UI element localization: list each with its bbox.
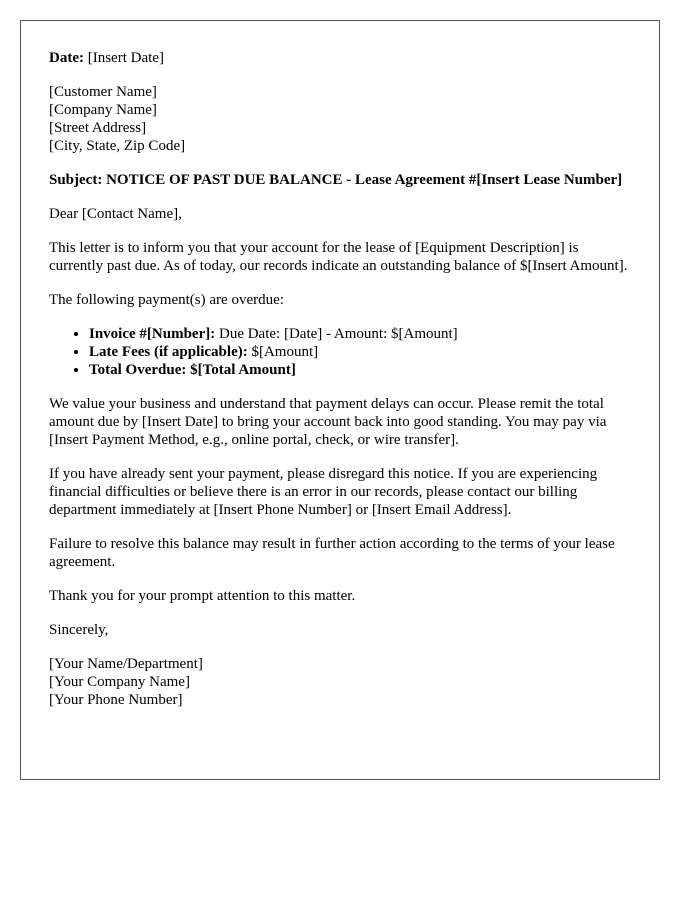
disregard-paragraph: If you have already sent your payment, please disregard this notice. If you are experiencing financial difficulties or believe there is an error in our records, please contact our billing department immediately at [Insert Phone Number] or [Insert Email Address]. [49, 466, 598, 518]
signature-phone-number: [Your Phone Number] [49, 692, 183, 708]
intro-paragraph: This letter is to inform you that your account for the lease of [Equipment Description] is currently past due. As of today, our records indicate an outstanding balance of $[Insert Amount]. [49, 240, 628, 274]
subject-line [49, 171, 631, 189]
closing: Sincerely, [49, 622, 109, 638]
failure-paragraph: Failure to resolve this balance may result in further action according to the terms of your lease agreement. [49, 536, 615, 570]
item-label: Total Overdue: $[Total Amount] [89, 362, 296, 378]
list-item [89, 325, 631, 343]
letter [20, 20, 660, 780]
item-label: Invoice #[Number]: [89, 326, 216, 342]
date-value: [Insert Date] [87, 50, 164, 66]
item-value: Due Date: [Date] - Amount: $[Amount] [215, 326, 458, 342]
overdue-intro: The following payment(s) are overdue: [49, 292, 284, 308]
list-item [89, 361, 631, 379]
item-value: $[Amount] [247, 344, 319, 360]
city-state-zip: [City, State, Zip Code] [49, 138, 186, 154]
item-label: Late Fees (if applicable): [89, 344, 248, 360]
company-name: [Company Name] [49, 102, 157, 118]
list-item [89, 343, 631, 361]
signature-company-name: [Your Company Name] [49, 674, 190, 690]
remit-paragraph: We value your business and understand that payment delays can occur. Please remit the total amount due by [Insert Date] to bring your account back into good standing. You may pay via [Insert Payment Method, e.g., online portal, check, or wire transfer]. [49, 396, 607, 448]
date-line [49, 49, 631, 67]
overdue-list [49, 325, 631, 379]
street-address: [Street Address] [49, 120, 147, 136]
customer-name: [Customer Name] [49, 84, 157, 100]
signature-name-department: [Your Name/Department] [49, 656, 203, 672]
date-label: Date: [49, 50, 84, 66]
signature-block [49, 655, 631, 709]
salutation: Dear [Contact Name], [49, 206, 182, 222]
subject-text: Subject: NOTICE OF PAST DUE BALANCE - Lease Agreement #[Insert Lease Number] [49, 172, 623, 188]
recipient-address [49, 83, 631, 155]
thanks-paragraph: Thank you for your prompt attention to this matter. [49, 588, 356, 604]
